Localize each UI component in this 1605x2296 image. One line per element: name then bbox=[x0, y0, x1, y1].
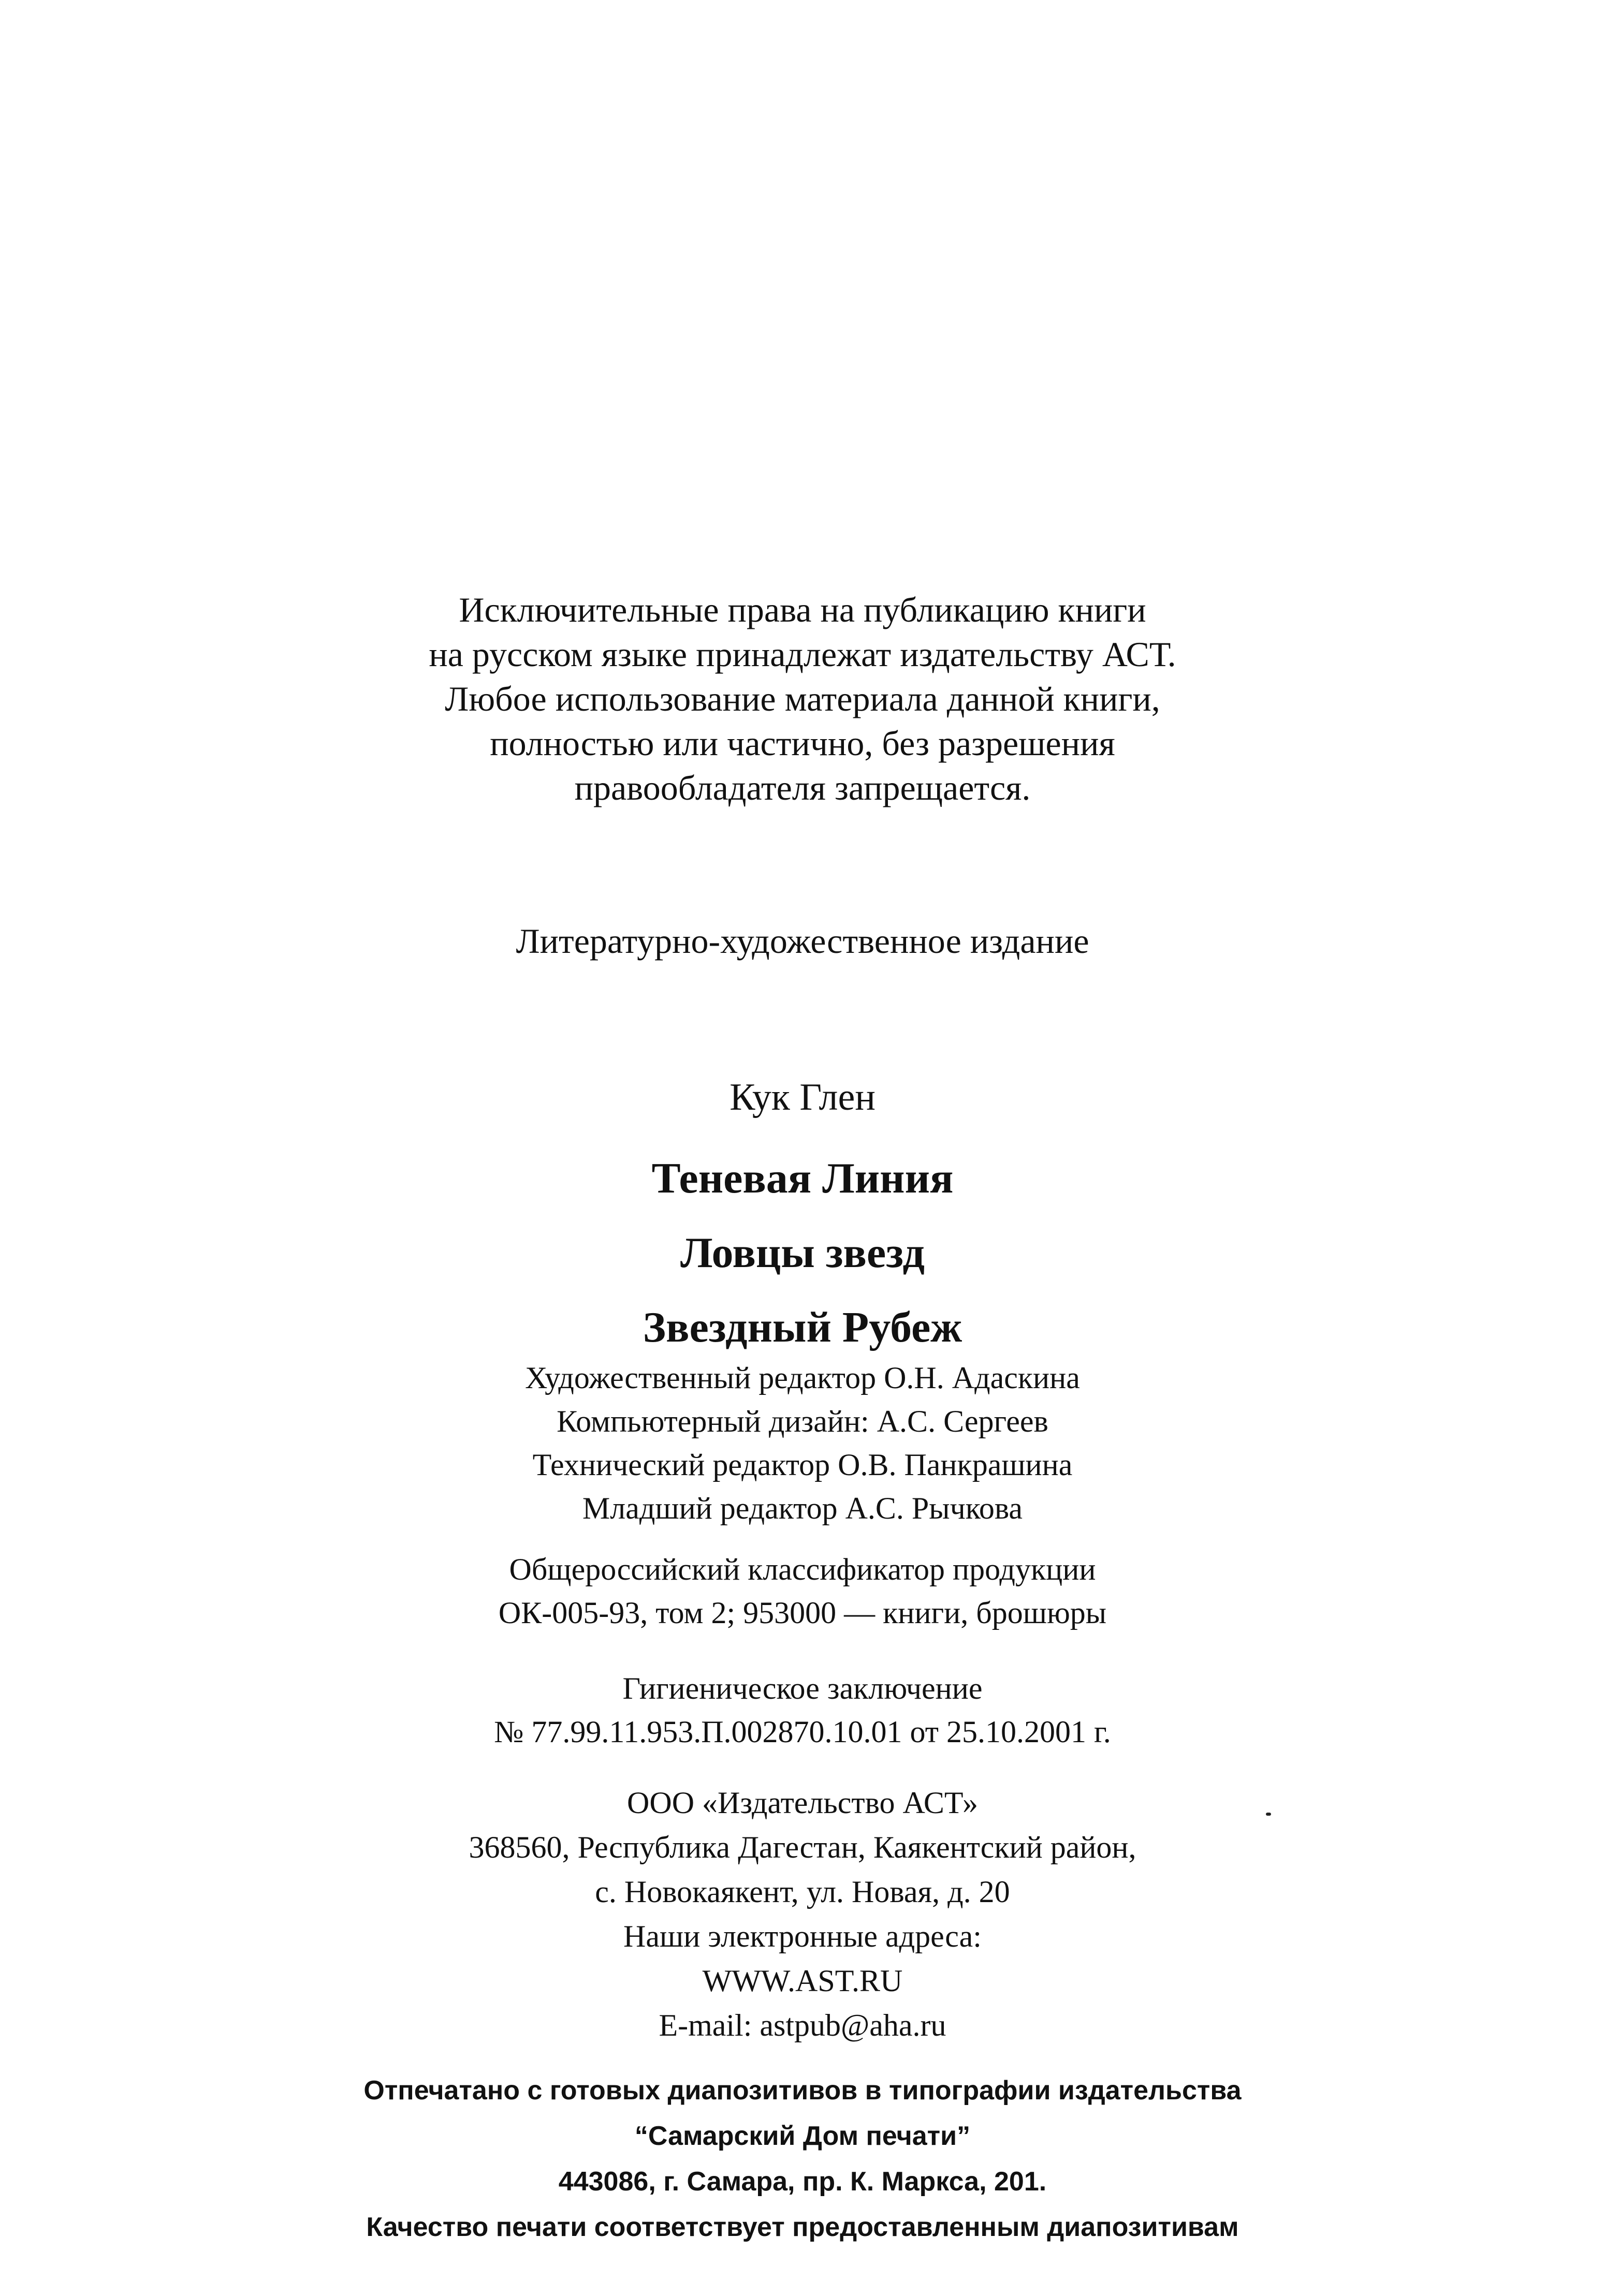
author-name: Кук Глен bbox=[729, 1076, 876, 1118]
classifier-line: ОК-005-93, том 2; 953000 — книги, брошюры bbox=[498, 1596, 1107, 1630]
edition-type-text: Литературно-художественное издание bbox=[516, 921, 1089, 961]
publisher-line: Наши электронные адреса: bbox=[623, 1919, 982, 1953]
scan-speck bbox=[1266, 1813, 1271, 1816]
rights-line: правообладателя запрещается. bbox=[574, 768, 1031, 807]
rights-line: Исключительные права на публикацию книги bbox=[459, 590, 1146, 629]
credit-line: Младший редактор А.С. Рычкова bbox=[582, 1491, 1023, 1525]
printing-line: “Самарский Дом печати” bbox=[634, 2121, 971, 2151]
publisher-line: с. Новокаякент, ул. Новая, д. 20 bbox=[595, 1875, 1010, 1909]
rights-line: полностью или частично, без разрешения bbox=[490, 724, 1115, 763]
author bbox=[0, 1074, 1605, 1121]
printing-line: 443086, г. Самара, пр. К. Маркса, 201. bbox=[558, 2167, 1047, 2197]
book-title: Ловцы звезд bbox=[680, 1229, 925, 1277]
product-classifier bbox=[0, 1548, 1605, 1635]
publisher-line: ООО «Издательство АСТ» bbox=[627, 1786, 978, 1820]
printing-line: Качество печати соответствует предоставленным диапозитивам bbox=[366, 2212, 1239, 2242]
edition-type bbox=[0, 919, 1605, 963]
printing-line: Отпечатано с готовых диапозитивов в типографии издательства bbox=[363, 2076, 1242, 2106]
printing-info bbox=[0, 2068, 1605, 2250]
rights-line: Любое использование материала данной книги, bbox=[445, 679, 1160, 718]
publisher-info bbox=[0, 1780, 1605, 2048]
hygiene-line: № 77.99.11.953.П.002870.10.01 от 25.10.2001 г. bbox=[494, 1715, 1111, 1749]
rights-notice bbox=[0, 587, 1605, 810]
hygiene-line: Гигиеническое заключение bbox=[622, 1671, 983, 1705]
credit-line: Художественный редактор О.Н. Адаскина bbox=[525, 1361, 1080, 1395]
credit-line: Технический редактор О.В. Панкрашина bbox=[532, 1448, 1073, 1482]
classifier-line: Общероссийский классификатор продукции bbox=[509, 1552, 1096, 1586]
publisher-line: 368560, Республика Дагестан, Каякентский район, bbox=[469, 1830, 1136, 1864]
credit-line: Компьютерный дизайн: А.С. Сергеев bbox=[557, 1404, 1048, 1438]
book-titles bbox=[0, 1141, 1605, 1365]
editorial-credits bbox=[0, 1356, 1605, 1530]
hygiene-certificate bbox=[0, 1667, 1605, 1754]
book-title: Теневая Линия bbox=[651, 1154, 954, 1202]
email-link[interactable]: E-mail: astpub@aha.ru bbox=[659, 2008, 946, 2042]
book-title: Звездный Рубеж bbox=[643, 1303, 962, 1351]
rights-line: на русском языке принадлежат издательству АСТ. bbox=[429, 635, 1176, 674]
website-link[interactable]: WWW.AST.RU bbox=[702, 1964, 903, 1998]
